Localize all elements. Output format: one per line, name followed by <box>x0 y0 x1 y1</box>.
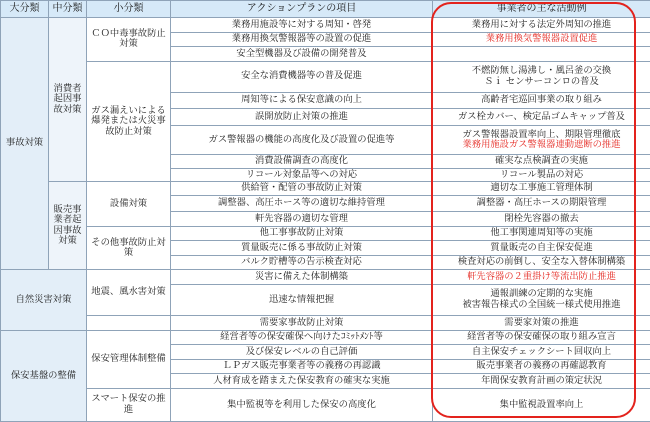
example-cell <box>433 61 650 92</box>
large-base: 保安基盤の整備 <box>1 330 87 422</box>
example-line: 不燃防無し湯沸し・風呂釜の交換 <box>471 65 612 77</box>
example-line: 被害報告様式の全国統一様式使用推進 <box>462 298 621 310</box>
action-cell: 周知等による保安意識の向上 <box>171 92 433 109</box>
table-row <box>1 61 650 92</box>
action-cell: 需要家事故防止対策 <box>171 315 433 330</box>
small-quake: 地震、風水害対策 <box>87 270 171 316</box>
action-cell: 安全な消費機器等の普及促進 <box>171 61 433 92</box>
example-cell: 他工事関連周知等の実施 <box>433 226 650 241</box>
header-example: 事業者の主な活動例 <box>433 1 650 18</box>
action-cell: 調整器、高圧ホース等の適切な維持管理 <box>171 195 433 212</box>
small-gasleak: ガス漏えいによる爆発または火災事故防止対策 <box>87 61 171 181</box>
example-cell: 販売事業者の義務の再確認教育 <box>433 359 650 374</box>
action-cell: リコール対象品等への対応 <box>171 168 433 182</box>
header-row <box>1 1 650 18</box>
large-accident: 事故対策 <box>1 18 49 270</box>
example-cell: 高齢者宅巡回事業の取り組み <box>433 92 650 109</box>
middle-consumer: 消費者起因事故対策 <box>49 18 87 182</box>
middle-sales: 販売事業者起因事故対策 <box>49 182 87 270</box>
action-cell: 質量販売に係る事故防止対策 <box>171 241 433 256</box>
small-other: その他事故防止対策 <box>87 226 171 270</box>
action-cell: 軒先容器の適切な管理 <box>171 212 433 227</box>
action-cell: 業務用換気警報器等の設置の促進 <box>171 32 433 47</box>
example-cell: 需要家対策の推進 <box>433 315 650 330</box>
action-cell: 集中監視等を利用した保安の高度化 <box>171 388 433 421</box>
table-row <box>1 330 650 345</box>
small-empty <box>87 315 171 330</box>
table-row <box>1 226 650 241</box>
example-cell: 軒先容器の２重掛け等流出防止推進 <box>433 270 650 285</box>
header-large: 大分類 <box>1 1 49 18</box>
example-cell: 自主保安チェックシート回収向上 <box>433 345 650 360</box>
small-mgmt: 保安管理体制整備 <box>87 330 171 388</box>
example-cell: 年間保安教育計画の策定状況 <box>433 374 650 389</box>
small-equipment: 設備対策 <box>87 182 171 227</box>
example-cell: 適切な工事施工管理体制 <box>433 182 650 196</box>
small-smart: スマート保安の推進 <box>87 388 171 421</box>
action-cell: 誤開放防止対策の推進 <box>171 109 433 126</box>
action-cell: 安全型機器及び設備の開発普及 <box>171 47 433 62</box>
action-cell: 経営者等の保安確保へ向けたｺﾐｯﾄﾒﾝﾄ等 <box>171 330 433 345</box>
example-cell: 業務用換気警報器設置促進 <box>433 32 650 47</box>
table-row <box>1 270 650 285</box>
action-cell: ガス警報器の機能の高度化及び設置の促進等 <box>171 125 433 154</box>
table-row <box>1 182 650 196</box>
example-cell: 質量販売の自主保安促進 <box>433 241 650 256</box>
action-cell: ＬＰガス販売事業者等の義務の再認識 <box>171 359 433 374</box>
example-cell: 業務用に対する法定外周知の推進 <box>433 18 650 33</box>
example-cell <box>433 47 650 62</box>
example-cell: 集中監視設置率向上 <box>433 388 650 421</box>
example-cell: 検査対応の前倒し、安全な入替体制構築 <box>433 255 650 270</box>
large-disaster: 自然災害対策 <box>1 270 87 330</box>
example-cell: 経営者等の保安確保の取り組み宣言 <box>433 330 650 345</box>
header-middle: 中分類 <box>49 1 87 18</box>
action-cell: バルク貯槽等の告示検査対応 <box>171 255 433 270</box>
example-cell <box>433 284 650 315</box>
action-cell: 供給管・配管の事故防止対策 <box>171 182 433 196</box>
table-row <box>1 388 650 421</box>
small-co: ＣＯ中毒事故防止対策 <box>87 18 171 62</box>
table-row <box>1 315 650 330</box>
header-small: 小分類 <box>87 1 171 18</box>
example-line: ガス警報器設置率向上、期限管理徹底 <box>462 128 621 140</box>
action-cell: 消費設備調査の高度化 <box>171 155 433 169</box>
action-cell: 及び保安レベルの自己評価 <box>171 345 433 360</box>
header-action: アクションプランの項目 <box>171 1 433 18</box>
example-cell <box>433 125 650 154</box>
example-cell: リコール製品の対応 <box>433 168 650 182</box>
example-cell: ガス栓カバー、検定品ゴムキャップ普及 <box>433 109 650 126</box>
action-cell: 他工事事故防止対策 <box>171 226 433 241</box>
example-cell: 閉栓先容器の撤去 <box>433 212 650 227</box>
example-line-red: 業務用施設ガス警報器連動遮断の推進 <box>462 139 621 150</box>
table-row <box>1 18 650 33</box>
action-cell: 迅速な情報把握 <box>171 284 433 315</box>
action-cell: 人材育成を踏まえた保安教育の確実な実施 <box>171 374 433 389</box>
action-cell: 災害に備えた体制構築 <box>171 270 433 285</box>
example-cell: 確実な点検調査の実施 <box>433 155 650 169</box>
example-line: Ｓｉ センサーコンロの普及 <box>484 75 599 87</box>
example-line: 通報訓練の定期的な実施 <box>490 288 593 300</box>
action-cell: 業務用施設等に対する周知・啓発 <box>171 18 433 33</box>
example-cell: 調整器・高圧ホースの期限管理 <box>433 195 650 212</box>
